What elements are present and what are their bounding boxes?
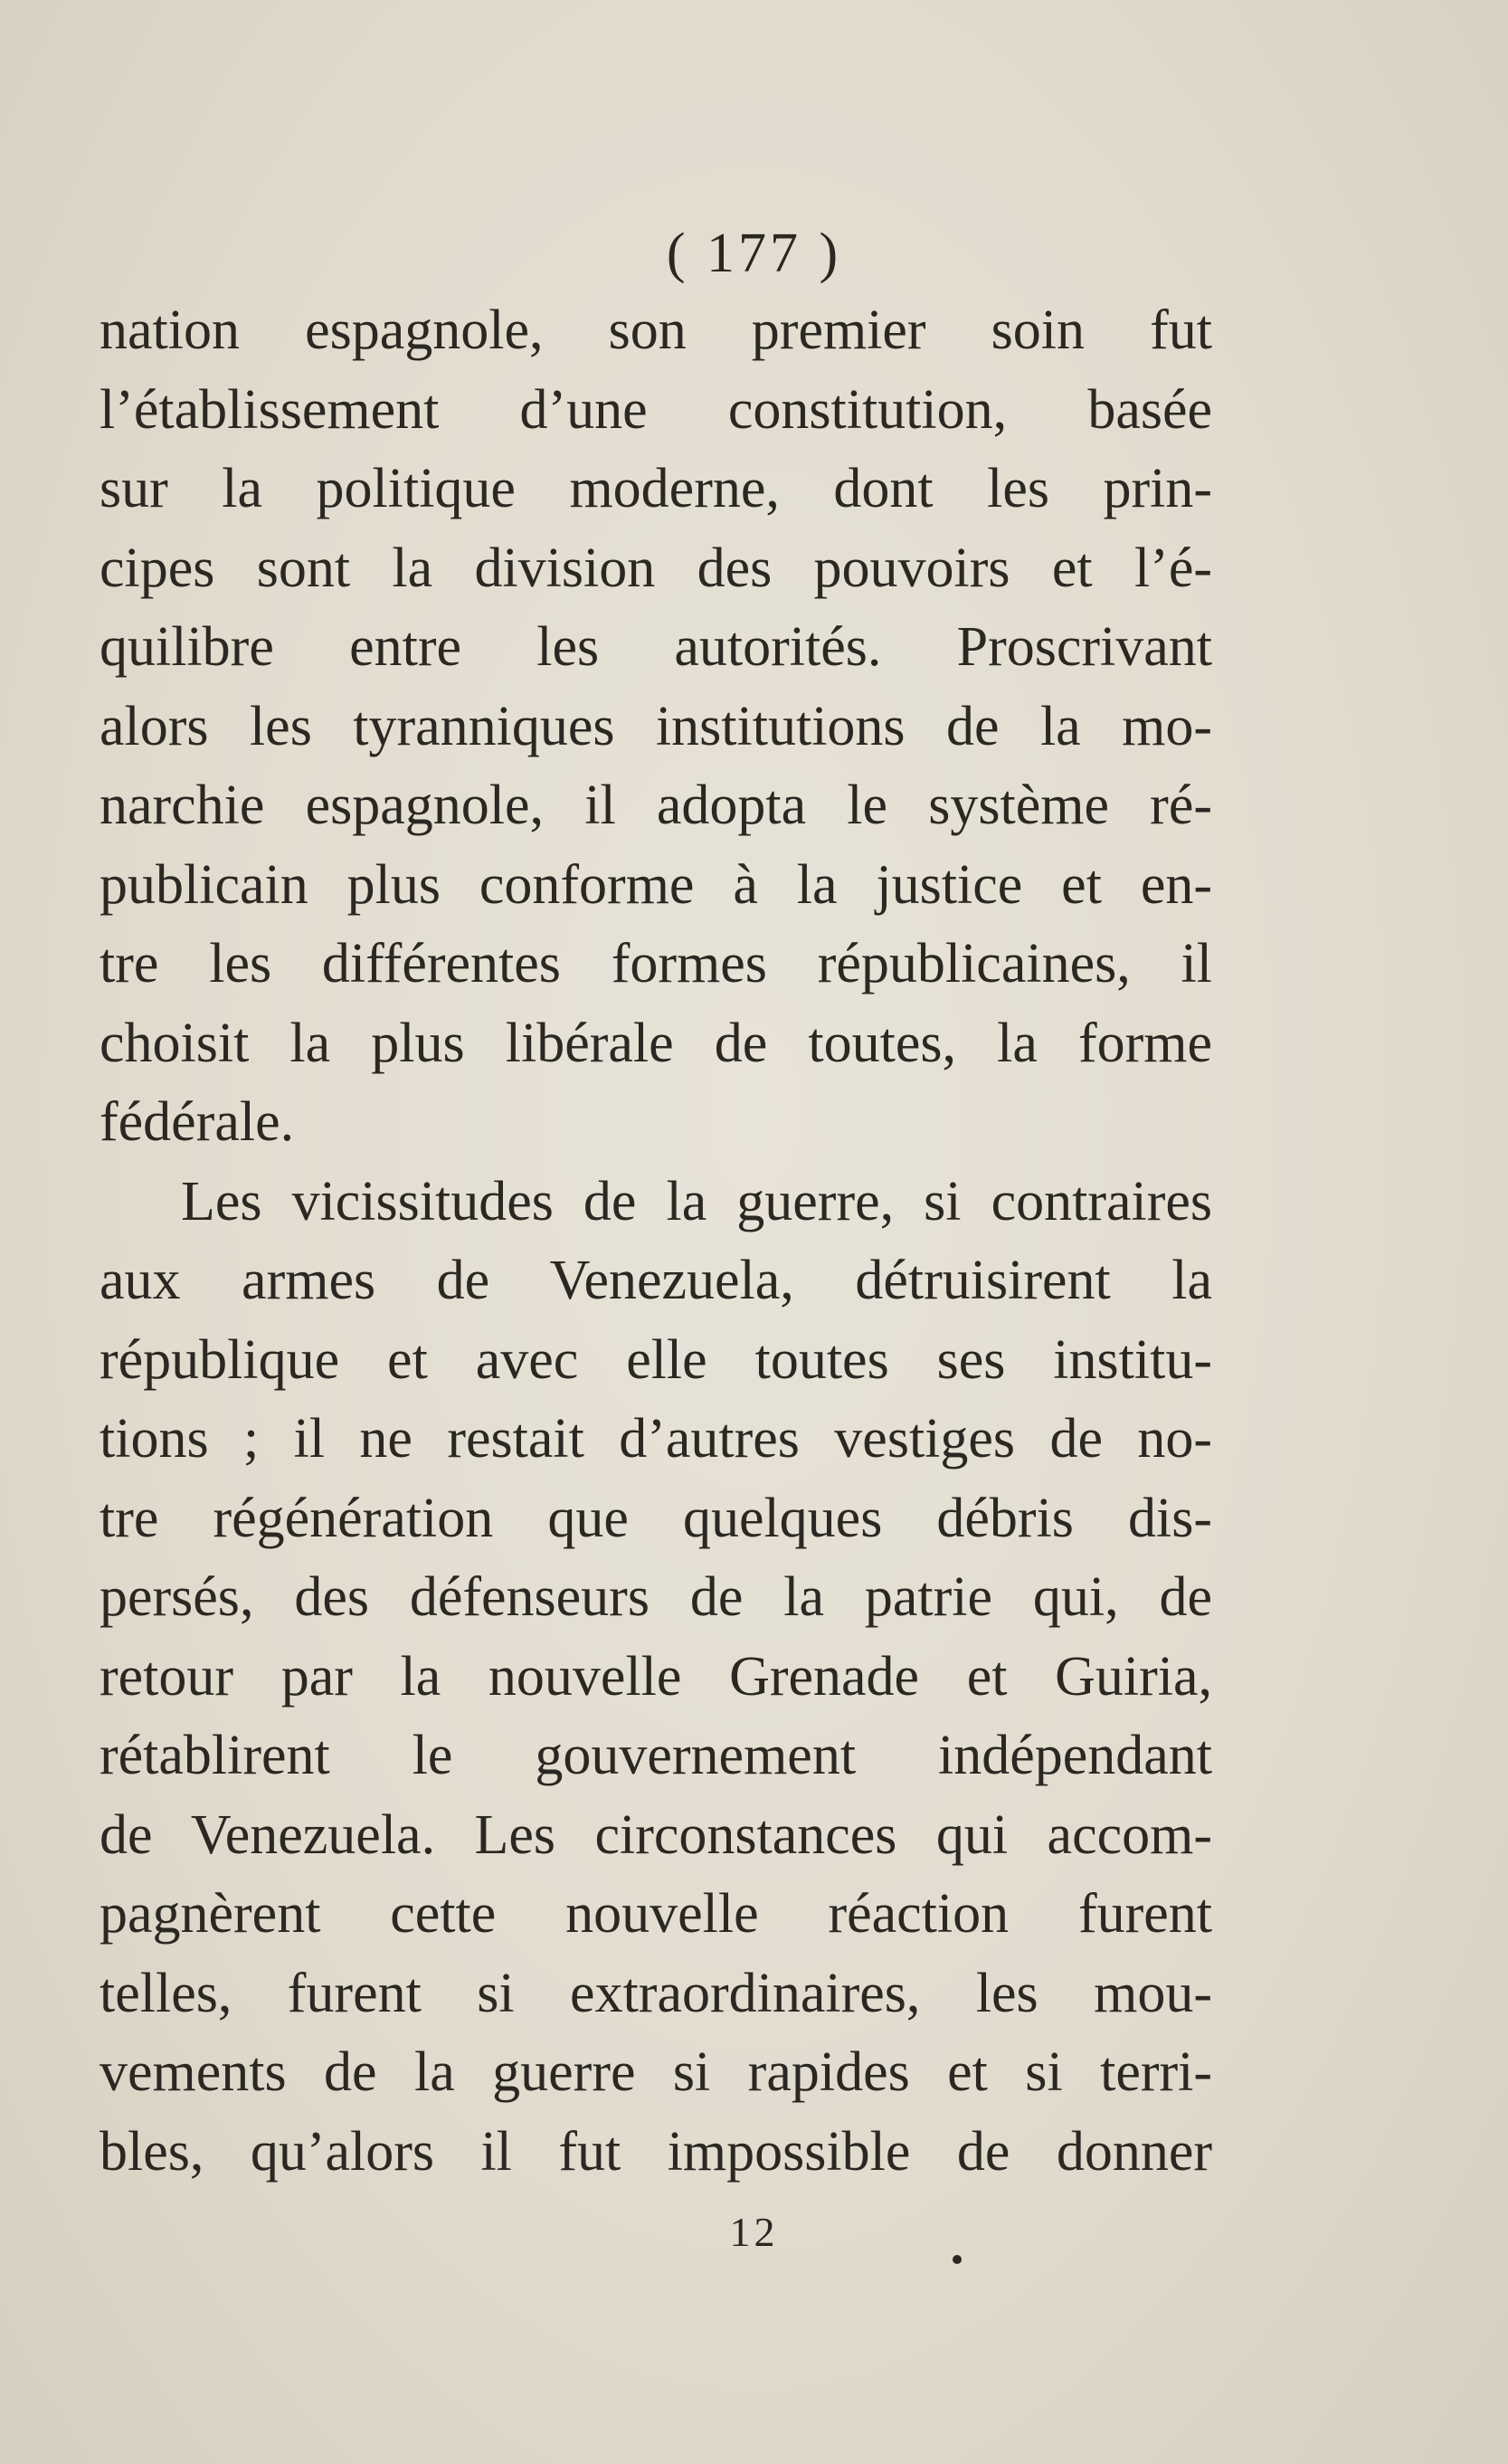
text-line: vements de la guerre si rapides et si terri- bbox=[100, 2041, 1212, 2103]
text-line: tre régénération que quelques débris dis- bbox=[100, 1487, 1212, 1549]
text-line: république et avec elle toutes ses institu- bbox=[100, 1328, 1212, 1391]
text-line: publicain plus conforme à la justice et en- bbox=[100, 853, 1212, 916]
text-line: l’établissement d’une constitution, basée bbox=[100, 378, 1212, 441]
text-line: de Venezuela. Les circonstances qui accom- bbox=[100, 1803, 1212, 1866]
text-line: telles, furent si extraordinaires, les mou- bbox=[100, 1962, 1212, 2024]
text-line: aux armes de Venezuela, détruisirent la bbox=[100, 1250, 1212, 1311]
text-line: choisit la plus libérale de toutes, la forme bbox=[100, 1012, 1212, 1074]
text-line: alors les tyranniques institutions de la mo- bbox=[100, 695, 1212, 757]
text-line: tre les différentes formes républicaines, il bbox=[100, 933, 1212, 994]
text-line: rétablirent le gouvernement indépendant bbox=[100, 1725, 1212, 1786]
text-line: pagnèrent cette nouvelle réaction furent bbox=[100, 1883, 1212, 1945]
text-line: quilibre entre les autorités. Proscrivant bbox=[100, 616, 1212, 678]
text-line: sur la politique moderne, dont les prin- bbox=[100, 458, 1212, 519]
paragraph-start-line: Les vicissitudes de la guerre, si contraires bbox=[181, 1170, 1212, 1232]
body-text bbox=[100, 291, 1212, 2192]
page-number: ( 177 ) bbox=[666, 223, 842, 284]
paragraph-end-line: fédérale. bbox=[100, 1091, 295, 1153]
text-line: retour par la nouvelle Grenade et Guiria, bbox=[100, 1645, 1212, 1708]
text-line: persés, des défenseurs de la patrie qui, de bbox=[100, 1566, 1212, 1628]
signature-mark: 12 bbox=[729, 2209, 779, 2255]
signature-dot bbox=[953, 2255, 962, 2264]
text-line: nation espagnole, son premier soin fut bbox=[100, 300, 1212, 361]
text-line: tions ; il ne restait d’autres vestiges de no- bbox=[100, 1408, 1212, 1470]
text-line: cipes sont la division des pouvoirs et l’é- bbox=[100, 537, 1212, 599]
text-line: bles, qu’alors il fut impossible de donner bbox=[100, 2120, 1212, 2183]
text-line: narchie espagnole, il adopta le système ré- bbox=[100, 775, 1212, 836]
